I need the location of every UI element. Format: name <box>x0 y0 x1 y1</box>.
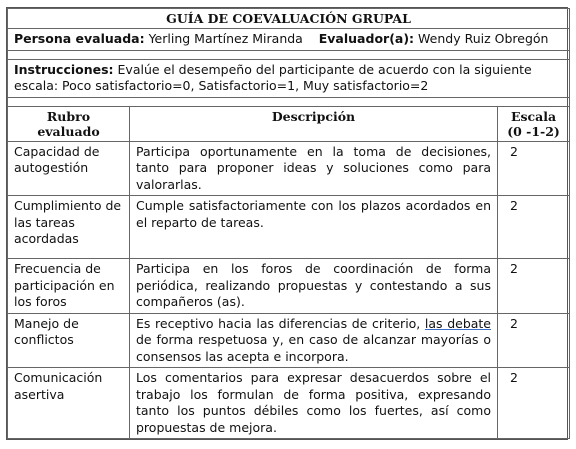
persona-label: Persona evaluada: <box>14 31 145 46</box>
evaluator-value: Wendy Ruiz Obregón <box>418 31 549 46</box>
table-row <box>8 141 570 196</box>
descripcion-cell: Cumple satisfactoriamente con los plazos acordados en el reparto de tareas. <box>130 196 498 259</box>
table-row <box>8 313 570 368</box>
descripcion-text-after: de forma respetuosa y, en caso de alcanzar mayorías o consensos las acepta e incorpora. <box>136 332 491 364</box>
instructions-text: Evalúe el desempeño del participante de acuerdo con la siguiente escala: Poco satisfactorio=0, Satisfactorio=1, Muy satisfactorio=2 <box>14 61 532 93</box>
coevaluation-table <box>7 8 570 439</box>
spacer-cell <box>8 50 570 59</box>
descripcion-text-before: Es receptivo hacia las diferencias de criterio, <box>136 315 425 331</box>
escala-cell: 2 <box>498 141 570 196</box>
rubro-cell: Comunicación asertiva <box>8 368 130 439</box>
marked-text: las debate <box>424 315 492 331</box>
instructions-cell <box>8 59 570 97</box>
descripcion-cell: Participa en los foros de coordinación de forma periódica, realizando propuestas y contestando a sus compañeros (as). <box>130 259 498 314</box>
evaluator-label: Evaluador(a): <box>318 31 415 46</box>
header-rubro: Rubro evaluado <box>8 106 130 141</box>
instructions-label: Instrucciones: <box>14 61 114 77</box>
persona-cell <box>8 29 570 51</box>
rubro-cell: Manejo de conflictos <box>8 313 130 368</box>
spacer-row-2 <box>8 97 570 106</box>
page-title: GUÍA DE COEVALUACIÓN GRUPAL <box>8 9 570 29</box>
instructions-row <box>8 59 570 97</box>
header-descripcion: Descripción <box>130 106 498 141</box>
title-row <box>8 9 570 29</box>
rubro-cell: Capacidad de autogestión <box>8 141 130 196</box>
rubro-cell: Frecuencia de participación en los foros <box>8 259 130 314</box>
header-escala: Escala (0 -1-2) <box>498 106 570 141</box>
persona-value: Yerling Martínez Miranda <box>148 31 303 46</box>
coevaluation-guide <box>6 7 568 440</box>
header-row <box>8 106 570 141</box>
table-row <box>8 259 570 314</box>
spacer-row <box>8 50 570 59</box>
descripcion-cell: Participa oportunamente en la toma de decisiones, tanto para proponer ideas y soluciones como para valorarlas. <box>130 141 498 196</box>
table-row <box>8 196 570 259</box>
escala-cell: 2 <box>498 368 570 439</box>
descripcion-cell <box>130 313 498 368</box>
escala-cell: 2 <box>498 259 570 314</box>
escala-cell: 2 <box>498 313 570 368</box>
rubro-cell: Cumplimiento de las tareas acordadas <box>8 196 130 259</box>
spacer-cell-2 <box>8 97 570 106</box>
descripcion-cell: Los comentarios para expresar desacuerdos sobre el trabajo los formulan de forma positiva, expresando tanto los puntos débiles como los fuertes, así como propuestas de mejora. <box>130 368 498 439</box>
persona-row <box>8 29 570 51</box>
table-row <box>8 368 570 439</box>
escala-cell: 2 <box>498 196 570 259</box>
